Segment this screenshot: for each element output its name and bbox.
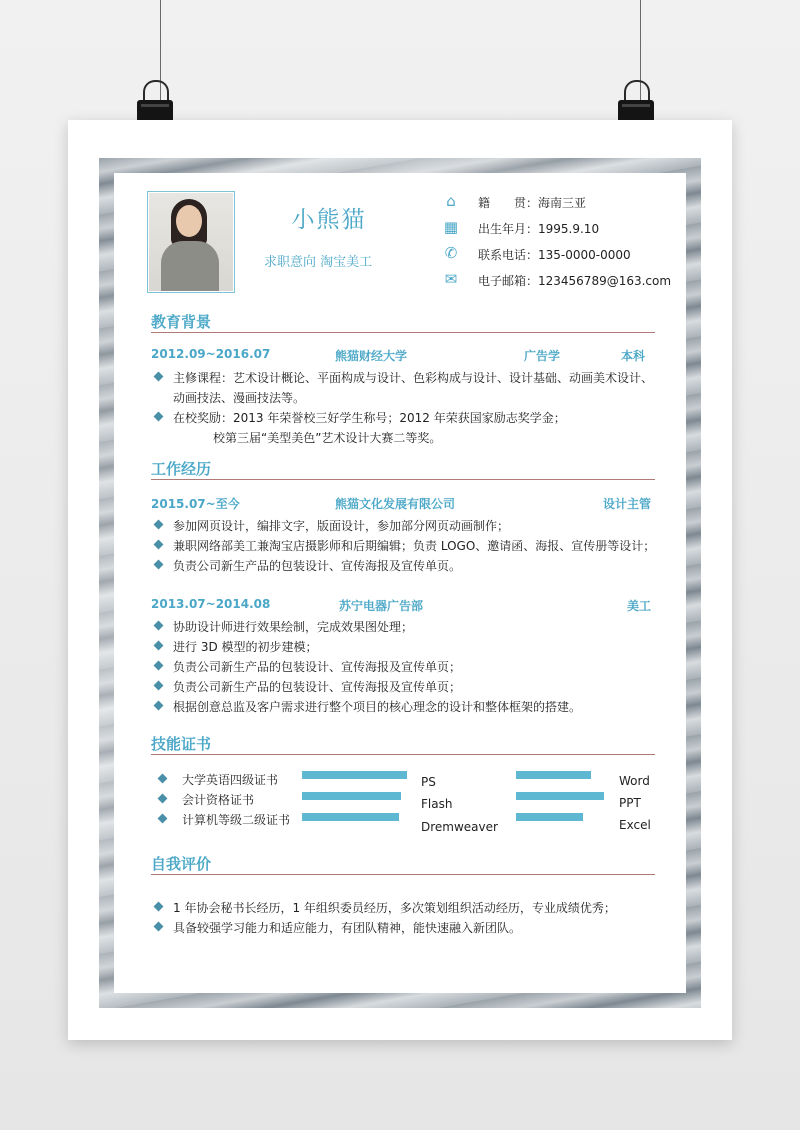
job-intent: 求职意向 淘宝美工: [264, 255, 373, 270]
education-major: 广告学: [524, 349, 561, 363]
skill-label-word: Word: [619, 774, 650, 788]
education-degree: 本科: [621, 349, 646, 363]
work-divider: [151, 479, 655, 480]
phone-icon: ✆: [444, 244, 458, 262]
job-company: 熊猫文化发展有限公司: [335, 497, 456, 511]
skill-label-ps: PS: [421, 775, 436, 789]
poster-frame: [99, 158, 701, 1008]
resume-poster: [68, 120, 732, 1040]
skill-bar-ppt: [516, 792, 604, 800]
education-school: 熊猫财经大学: [335, 349, 408, 363]
skills-divider: [151, 754, 655, 755]
job-period: 2015.07~至今: [151, 497, 240, 511]
skill-bar-word: [516, 771, 591, 779]
education-title: 教育背景: [151, 313, 212, 331]
skills-title: 技能证书: [151, 735, 212, 753]
email-icon: ✉: [444, 270, 458, 288]
home-icon: ⌂: [446, 192, 456, 210]
skill-bar-flash: [302, 792, 401, 800]
self-eval-divider: [151, 874, 655, 875]
job-company: 苏宁电器广告部: [339, 599, 424, 613]
self-eval-title: 自我评价: [151, 855, 212, 873]
skill-label-flash: Flash: [421, 797, 453, 811]
list-item-continuation: 校第三届“美型美色”艺术设计大赛二等奖。: [213, 431, 442, 445]
resume-content: 小熊猫 求职意向 淘宝美工 ⌂ 籍 贯：海南三亚 ▦ 出生年月：1995.9.10 ✆ 联系电话：135-0000-0000 ✉ 电子邮箱：123456789@163.com 教育背景 2012.09~2016.07 熊猫财经大学 广告学 本科 主修课程：艺术设计概论、平面构成与设计、色彩构成与设计、设计基础、动画美术设计、 动画技法、漫画技法等。 在校奖励：2013 年荣誉校三好学生称号；2012 年荣获国家励志奖学金； 校第三届“美型美色”艺术设计大赛二等奖。 工作经历 2015.07~至今 熊猫文化发展有限公司 设计主管 参加网页设计，编排文字，版面设计，参加部分网页动画制作； 兼职网络部美工兼淘宝店摄影师和后期编辑；负责 LOGO、邀请函、海报、宣传册等设计； 负责公司新生产品的包装设计、宣传海报及宣传单页。 2013.07~2014.08 苏宁电器广告部 美工 协助设计师进行效果绘制，完成效果图处理； 进行 3D 模型的初步建模； 负责公司新生产品的包装设计、宣传海报及宣传单页； 负责公司新生产品的包装设计、宣传海报及宣传单页； 根据创意总监及客户需求进行整个项目的核心理念的设计和整体框架的搭建。 技能证书 大学英语四级证书 会计资格证书 计算机等级二级证书 PS Flash Dremweaver Word PPT Excel 自我评价 1 年协会秘书长经历，1 年组织委员经历，多次策划组织活动经历，专业成绩优秀； 具备较强学习能力和适应能力，有团队精神，能快速融入新团队。: [114, 173, 686, 993]
skill-label-excel: Excel: [619, 818, 651, 832]
skill-bar-ps: [302, 771, 407, 779]
work-title: 工作经历: [151, 460, 212, 478]
calendar-icon: ▦: [443, 218, 459, 236]
job-period: 2013.07~2014.08: [151, 597, 271, 611]
education-period: 2012.09~2016.07: [151, 347, 271, 361]
candidate-name: 小熊猫: [291, 207, 367, 233]
skill-bar-excel: [516, 813, 583, 821]
job-role: 美工: [627, 599, 652, 613]
job-role: 设计主管: [603, 497, 652, 511]
skill-label-ppt: PPT: [619, 796, 641, 810]
skill-bar-dremweaver: [302, 813, 399, 821]
skill-label-dremweaver: Dremweaver: [421, 820, 498, 834]
list-item-continuation: 动画技法、漫画技法等。: [173, 391, 306, 405]
education-divider: [151, 332, 655, 333]
profile-photo: [147, 191, 235, 293]
